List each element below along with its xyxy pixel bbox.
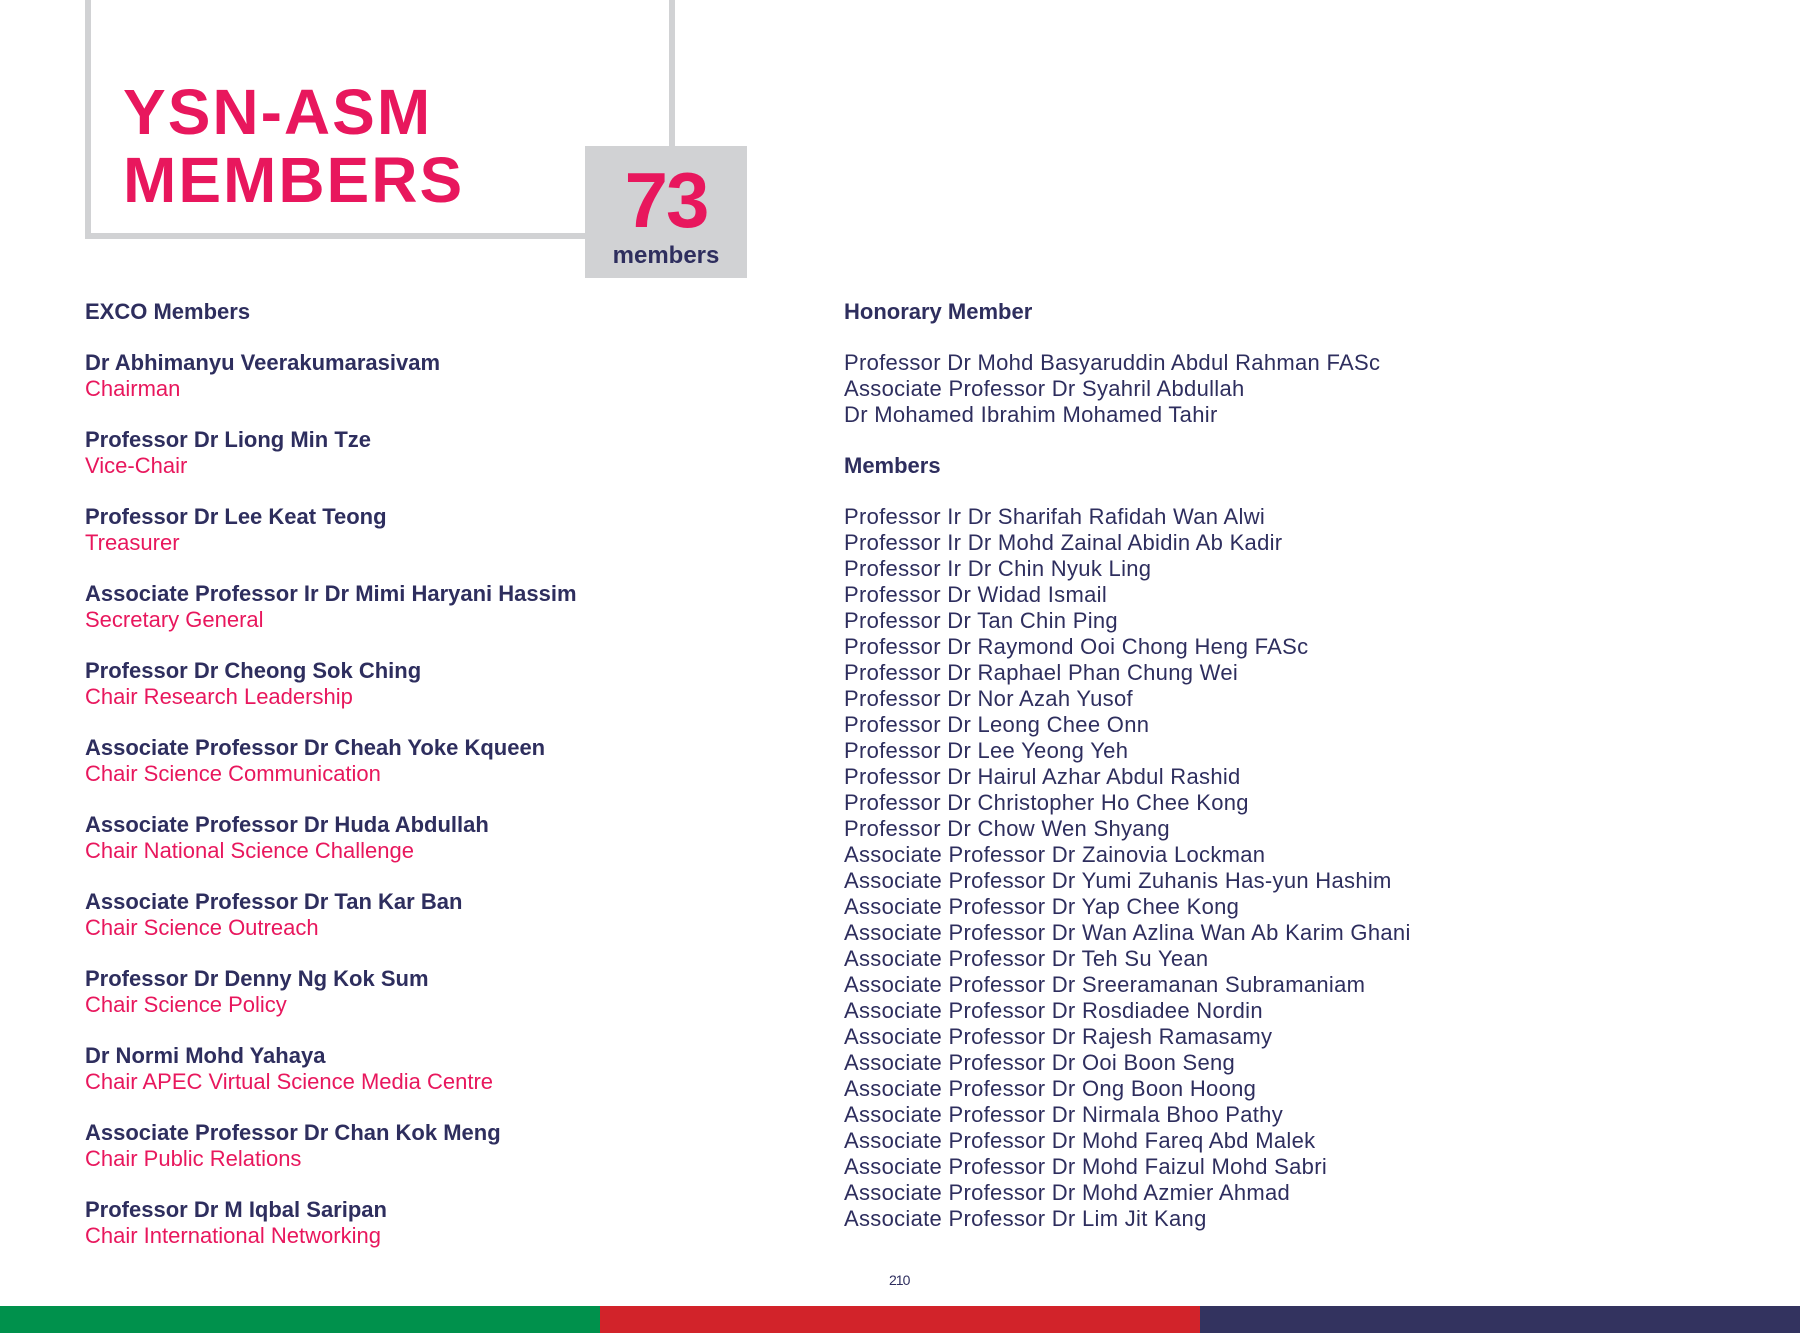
members-heading: Members (844, 453, 941, 478)
members-name: Professor Dr Tan Chin Ping (844, 608, 1118, 633)
members-section (844, 298, 1664, 1256)
members-name: Professor Dr Raphael Phan Chung Wei (844, 660, 1239, 685)
exco-entry (85, 812, 725, 864)
title-line-2: MEMBERS (123, 144, 465, 216)
exco-role: Chair Research Leadership (85, 684, 353, 709)
member-count: 73 (624, 156, 708, 244)
footer-bar-green (0, 1306, 600, 1333)
exco-role: Chair Science Outreach (85, 915, 319, 940)
members-name: Associate Professor Dr Zainovia Lockman (844, 842, 1266, 867)
members-name: Professor Dr Nor Azah Yusof (844, 686, 1133, 711)
exco-role: Chair National Science Challenge (85, 838, 414, 863)
exco-role: Treasurer (85, 530, 180, 555)
exco-entry (85, 350, 725, 402)
exco-name: Professor Dr Cheong Sok Ching (85, 658, 422, 683)
members-name: Associate Professor Dr Mohd Fareq Abd Malek (844, 1128, 1316, 1153)
exco-entry (85, 427, 725, 479)
exco-name: Associate Professor Dr Tan Kar Ban (85, 889, 463, 914)
honorary-name: Professor Dr Mohd Basyaruddin Abdul Rahman FASc (844, 350, 1381, 375)
members-name: Associate Professor Dr Rajesh Ramasamy (844, 1024, 1273, 1049)
exco-entry (85, 1043, 725, 1095)
members-name: Professor Ir Dr Mohd Zainal Abidin Ab Kadir (844, 530, 1283, 555)
members-name: Professor Dr Chow Wen Shyang (844, 816, 1170, 841)
exco-role: Secretary General (85, 607, 264, 632)
exco-section (85, 298, 725, 1274)
honorary-list (844, 350, 1664, 428)
exco-name: Associate Professor Dr Chan Kok Meng (85, 1120, 501, 1145)
title-line-1: YSN-ASM (123, 76, 433, 148)
exco-name: Professor Dr M Iqbal Saripan (85, 1197, 387, 1222)
members-name: Associate Professor Dr Rosdiadee Nordin (844, 998, 1263, 1023)
exco-entry (85, 889, 725, 941)
exco-role: Chair Science Policy (85, 992, 287, 1017)
members-name: Professor Dr Lee Yeong Yeh (844, 738, 1129, 763)
members-name: Associate Professor Dr Mohd Faizul Mohd Sabri (844, 1154, 1328, 1179)
members-name: Professor Ir Dr Sharifah Rafidah Wan Alwi (844, 504, 1266, 529)
exco-name: Professor Dr Denny Ng Kok Sum (85, 966, 429, 991)
exco-entry (85, 966, 725, 1018)
members-name: Associate Professor Dr Yumi Zuhanis Has-yun Hashim (844, 868, 1392, 893)
members-name: Professor Dr Christopher Ho Chee Kong (844, 790, 1249, 815)
member-count-label: members (612, 242, 720, 269)
exco-entry (85, 1197, 725, 1249)
exco-name: Professor Dr Lee Keat Teong (85, 504, 387, 529)
footer-bar-navy (1200, 1306, 1800, 1333)
honorary-heading: Honorary Member (844, 299, 1033, 324)
honorary-name: Dr Mohamed Ibrahim Mohamed Tahir (844, 402, 1218, 427)
exco-heading: EXCO Members (85, 299, 251, 324)
member-count-badge (585, 146, 747, 278)
members-name: Professor Dr Raymond Ooi Chong Heng FASc (844, 634, 1309, 659)
page-title (123, 78, 464, 214)
members-name: Professor Dr Leong Chee Onn (844, 712, 1150, 737)
exco-entry (85, 735, 725, 787)
members-name: Associate Professor Dr Sreeramanan Subramaniam (844, 972, 1366, 997)
exco-name: Dr Normi Mohd Yahaya (85, 1043, 326, 1068)
exco-entry (85, 1120, 725, 1172)
exco-name: Associate Professor Dr Huda Abdullah (85, 812, 489, 837)
exco-role: Chair Public Relations (85, 1146, 302, 1171)
members-list (844, 504, 1664, 1232)
members-name: Associate Professor Dr Lim Jit Kang (844, 1206, 1207, 1231)
members-name: Associate Professor Dr Ooi Boon Seng (844, 1050, 1236, 1075)
exco-role: Chair Science Communication (85, 761, 381, 786)
exco-role: Vice-Chair (85, 453, 188, 478)
footer-bar-red (600, 1306, 1200, 1333)
members-name: Professor Dr Hairul Azhar Abdul Rashid (844, 764, 1241, 789)
exco-role: Chair International Networking (85, 1223, 381, 1248)
exco-entry (85, 658, 725, 710)
members-name: Associate Professor Dr Wan Azlina Wan Ab Karim Ghani (844, 920, 1411, 945)
exco-entry (85, 581, 725, 633)
exco-list (85, 350, 725, 1249)
exco-name: Associate Professor Ir Dr Mimi Haryani Hassim (85, 581, 577, 606)
members-name: Associate Professor Dr Teh Su Yean (844, 946, 1209, 971)
members-name: Professor Dr Widad Ismail (844, 582, 1108, 607)
exco-role: Chairman (85, 376, 181, 401)
exco-name: Dr Abhimanyu Veerakumarasivam (85, 350, 441, 375)
exco-role: Chair APEC Virtual Science Media Centre (85, 1069, 494, 1094)
members-name: Associate Professor Dr Ong Boon Hoong (844, 1076, 1257, 1101)
exco-entry (85, 504, 725, 556)
honorary-name: Associate Professor Dr Syahril Abdullah (844, 376, 1245, 401)
members-name: Associate Professor Dr Mohd Azmier Ahmad (844, 1180, 1291, 1205)
exco-name: Associate Professor Dr Cheah Yoke Kqueen (85, 735, 546, 760)
members-name: Associate Professor Dr Yap Chee Kong (844, 894, 1240, 919)
members-name: Professor Ir Dr Chin Nyuk Ling (844, 556, 1152, 581)
members-name: Associate Professor Dr Nirmala Bhoo Pathy (844, 1102, 1284, 1127)
page-number: 210 (889, 1272, 910, 1288)
exco-name: Professor Dr Liong Min Tze (85, 427, 372, 452)
